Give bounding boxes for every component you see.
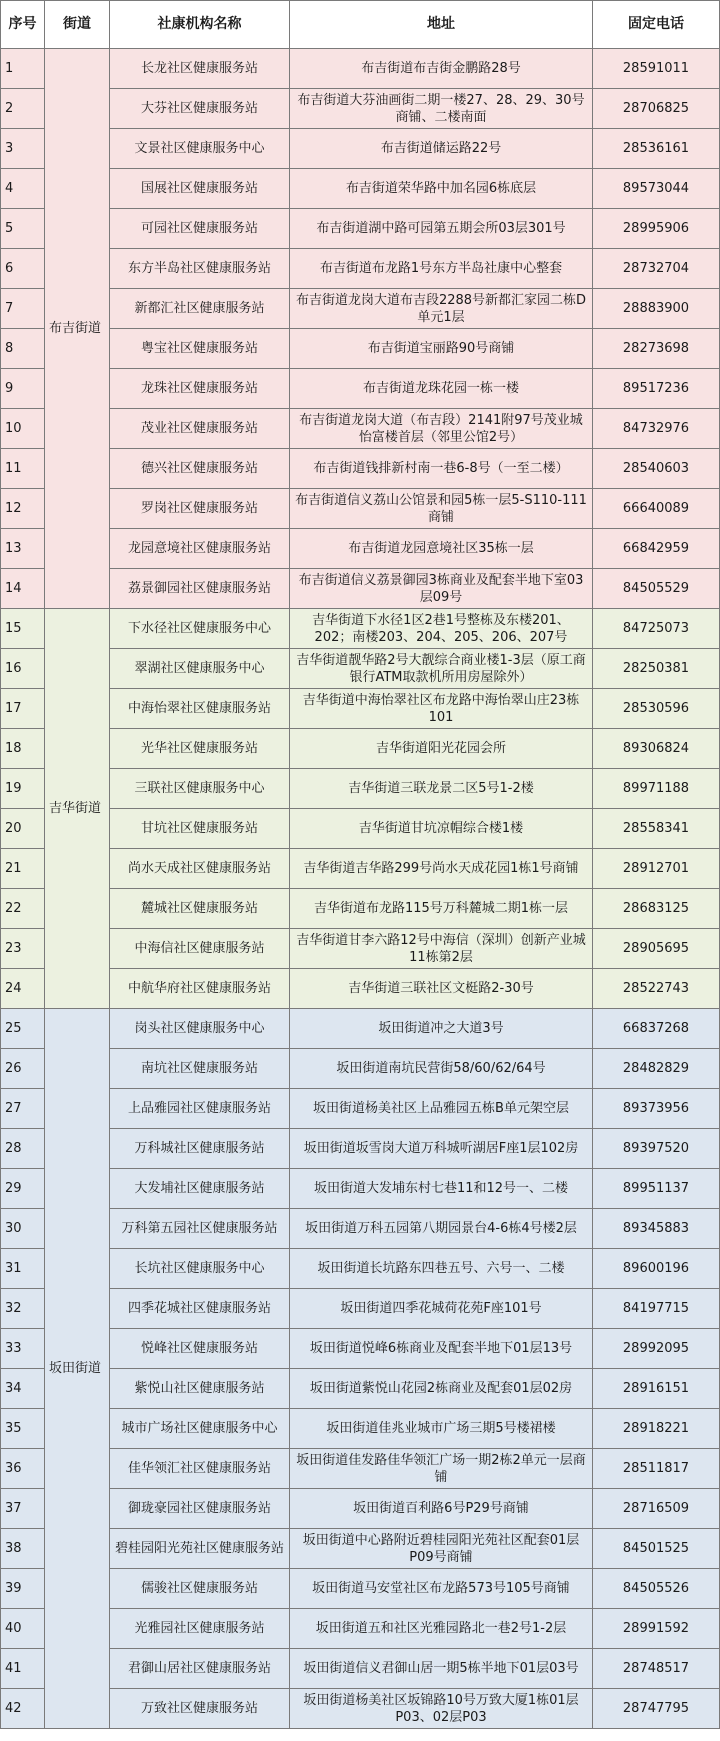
phone-cell: 28748517 xyxy=(593,1649,720,1689)
row-seq: 14 xyxy=(1,569,45,609)
row-seq: 26 xyxy=(1,1049,45,1089)
phone-cell: 89971188 xyxy=(593,769,720,809)
row-seq: 16 xyxy=(1,649,45,689)
address-cell: 坂田街道信义君御山居一期5栋半地下01层03号 xyxy=(290,1649,593,1689)
institution-name: 中航华府社区健康服务站 xyxy=(110,969,290,1009)
address-cell: 布吉街道大芬油画街二期一楼27、28、29、30号商铺、二楼南面 xyxy=(290,89,593,129)
address-cell: 吉华街道下水径1区2巷1号整栋及东楼201、202；南楼203、204、205、206、207号 xyxy=(290,609,593,649)
institution-name: 城市广场社区健康服务中心 xyxy=(110,1409,290,1449)
address-cell: 布吉街道钱排新村南一巷6-8号（一至二楼） xyxy=(290,449,593,489)
header-street: 街道 xyxy=(45,1,110,49)
row-seq: 4 xyxy=(1,169,45,209)
row-seq: 17 xyxy=(1,689,45,729)
institution-name: 大发埔社区健康服务站 xyxy=(110,1169,290,1209)
row-seq: 32 xyxy=(1,1289,45,1329)
address-cell: 坂田街道杨美社区上品雅园五栋B单元架空层 xyxy=(290,1089,593,1129)
row-seq: 3 xyxy=(1,129,45,169)
address-cell: 布吉街道布吉街金鹏路28号 xyxy=(290,49,593,89)
row-seq: 42 xyxy=(1,1689,45,1729)
row-seq: 11 xyxy=(1,449,45,489)
row-seq: 6 xyxy=(1,249,45,289)
row-seq: 40 xyxy=(1,1609,45,1649)
institution-name: 新都汇社区健康服务站 xyxy=(110,289,290,329)
row-seq: 38 xyxy=(1,1529,45,1569)
row-seq: 24 xyxy=(1,969,45,1009)
phone-cell: 89517236 xyxy=(593,369,720,409)
phone-cell: 84197715 xyxy=(593,1289,720,1329)
phone-cell: 89373956 xyxy=(593,1089,720,1129)
address-cell: 吉华街道中海怡翠社区布龙路中海怡翠山庄23栋101 xyxy=(290,689,593,729)
institution-name: 德兴社区健康服务站 xyxy=(110,449,290,489)
address-cell: 布吉街道宝丽路90号商铺 xyxy=(290,329,593,369)
row-seq: 28 xyxy=(1,1129,45,1169)
header-phone: 固定电话 xyxy=(593,1,720,49)
phone-cell: 28530596 xyxy=(593,689,720,729)
street-cell: 布吉街道 xyxy=(45,49,110,609)
phone-cell: 28905695 xyxy=(593,929,720,969)
phone-cell: 89345883 xyxy=(593,1209,720,1249)
phone-cell: 84501525 xyxy=(593,1529,720,1569)
table-row xyxy=(1,1009,720,1049)
row-seq: 29 xyxy=(1,1169,45,1209)
phone-cell: 89306824 xyxy=(593,729,720,769)
row-seq: 15 xyxy=(1,609,45,649)
row-seq: 36 xyxy=(1,1449,45,1489)
address-cell: 坂田街道马安堂社区布龙路573号105号商铺 xyxy=(290,1569,593,1609)
phone-cell: 28482829 xyxy=(593,1049,720,1089)
row-seq: 18 xyxy=(1,729,45,769)
institution-name: 悦峰社区健康服务站 xyxy=(110,1329,290,1369)
address-cell: 坂田街道佳兆业城市广场三期5号楼裙楼 xyxy=(290,1409,593,1449)
phone-cell: 66837268 xyxy=(593,1009,720,1049)
address-cell: 布吉街道龙园意境社区35栋一层 xyxy=(290,529,593,569)
address-cell: 吉华街道三联龙景二区5号1-2楼 xyxy=(290,769,593,809)
address-cell: 布吉街道湖中路可园第五期会所03层301号 xyxy=(290,209,593,249)
address-cell: 布吉街道龙岗大道（布吉段）2141附97号茂业城怡富楼首层（邻里公馆2号） xyxy=(290,409,593,449)
header-row xyxy=(1,1,720,49)
institution-name: 佳华领汇社区健康服务站 xyxy=(110,1449,290,1489)
phone-cell: 28591011 xyxy=(593,49,720,89)
row-seq: 25 xyxy=(1,1009,45,1049)
row-seq: 34 xyxy=(1,1369,45,1409)
institution-name: 大芬社区健康服务站 xyxy=(110,89,290,129)
address-cell: 坂田街道佳发路佳华领汇广场一期2栋2单元一层商铺 xyxy=(290,1449,593,1489)
institution-name: 尚水天成社区健康服务站 xyxy=(110,849,290,889)
row-seq: 22 xyxy=(1,889,45,929)
institution-name: 岗头社区健康服务中心 xyxy=(110,1009,290,1049)
institution-name: 上品雅园社区健康服务站 xyxy=(110,1089,290,1129)
address-cell: 吉华街道甘李六路12号中海信（深圳）创新产业城11栋第2层 xyxy=(290,929,593,969)
address-cell: 吉华街道三联社区文梃路2-30号 xyxy=(290,969,593,1009)
row-seq: 13 xyxy=(1,529,45,569)
phone-cell: 28912701 xyxy=(593,849,720,889)
institution-name: 光华社区健康服务站 xyxy=(110,729,290,769)
institution-name: 荔景御园社区健康服务站 xyxy=(110,569,290,609)
institution-name: 光雅园社区健康服务站 xyxy=(110,1609,290,1649)
phone-cell: 28991592 xyxy=(593,1609,720,1649)
row-seq: 35 xyxy=(1,1409,45,1449)
institution-name: 可园社区健康服务站 xyxy=(110,209,290,249)
street-cell: 吉华街道 xyxy=(45,609,110,1009)
row-seq: 39 xyxy=(1,1569,45,1609)
institution-name: 麓城社区健康服务站 xyxy=(110,889,290,929)
institution-name: 中海信社区健康服务站 xyxy=(110,929,290,969)
phone-cell: 28558341 xyxy=(593,809,720,849)
phone-cell: 28883900 xyxy=(593,289,720,329)
phone-cell: 28916151 xyxy=(593,1369,720,1409)
row-seq: 2 xyxy=(1,89,45,129)
street-cell: 坂田街道 xyxy=(45,1009,110,1729)
row-seq: 37 xyxy=(1,1489,45,1529)
phone-cell: 28536161 xyxy=(593,129,720,169)
institution-name: 南坑社区健康服务站 xyxy=(110,1049,290,1089)
institution-name: 罗岗社区健康服务站 xyxy=(110,489,290,529)
address-cell: 布吉街道荣华路中加名园6栋底层 xyxy=(290,169,593,209)
institution-name: 三联社区健康服务中心 xyxy=(110,769,290,809)
institution-name: 长龙社区健康服务站 xyxy=(110,49,290,89)
institution-name: 四季花城社区健康服务站 xyxy=(110,1289,290,1329)
phone-cell: 28683125 xyxy=(593,889,720,929)
row-seq: 33 xyxy=(1,1329,45,1369)
institution-name: 紫悦山社区健康服务站 xyxy=(110,1369,290,1409)
phone-cell: 28511817 xyxy=(593,1449,720,1489)
institution-name: 儒骏社区健康服务站 xyxy=(110,1569,290,1609)
phone-cell: 66842959 xyxy=(593,529,720,569)
institution-name: 龙园意境社区健康服务站 xyxy=(110,529,290,569)
institution-name: 御珑豪园社区健康服务站 xyxy=(110,1489,290,1529)
institution-name: 碧桂园阳光苑社区健康服务站 xyxy=(110,1529,290,1569)
row-seq: 23 xyxy=(1,929,45,969)
phone-cell: 28716509 xyxy=(593,1489,720,1529)
row-seq: 21 xyxy=(1,849,45,889)
address-cell: 布吉街道信义荔景御园3栋商业及配套半地下室03层09号 xyxy=(290,569,593,609)
address-cell: 坂田街道百利路6号P29号商铺 xyxy=(290,1489,593,1529)
row-seq: 31 xyxy=(1,1249,45,1289)
phone-cell: 84725073 xyxy=(593,609,720,649)
row-seq: 8 xyxy=(1,329,45,369)
row-seq: 12 xyxy=(1,489,45,529)
row-seq: 5 xyxy=(1,209,45,249)
address-cell: 坂田街道冲之大道3号 xyxy=(290,1009,593,1049)
row-seq: 1 xyxy=(1,49,45,89)
address-cell: 布吉街道龙珠花园一栋一楼 xyxy=(290,369,593,409)
address-cell: 布吉街道龙岗大道布吉段2288号新都汇家园二栋D单元1层 xyxy=(290,289,593,329)
phone-cell: 28732704 xyxy=(593,249,720,289)
row-seq: 27 xyxy=(1,1089,45,1129)
address-cell: 坂田街道杨美社区坂锦路10号万致大厦1栋01层P03、02层P03 xyxy=(290,1689,593,1729)
institution-name: 文景社区健康服务中心 xyxy=(110,129,290,169)
phone-cell: 84505529 xyxy=(593,569,720,609)
address-cell: 坂田街道悦峰6栋商业及配套半地下01层13号 xyxy=(290,1329,593,1369)
row-seq: 41 xyxy=(1,1649,45,1689)
address-cell: 布吉街道布龙路1号东方半岛社康中心整套 xyxy=(290,249,593,289)
row-seq: 19 xyxy=(1,769,45,809)
phone-cell: 28918221 xyxy=(593,1409,720,1449)
table-row xyxy=(1,609,720,649)
phone-cell: 28540603 xyxy=(593,449,720,489)
address-cell: 坂田街道坂雪岗大道万科城听湖居F座1层102房 xyxy=(290,1129,593,1169)
address-cell: 坂田街道长坑路东四巷五号、六号一、二楼 xyxy=(290,1249,593,1289)
phone-cell: 28706825 xyxy=(593,89,720,129)
address-cell: 坂田街道万科五园第八期园景台4-6栋4号楼2层 xyxy=(290,1209,593,1249)
address-cell: 吉华街道吉华路299号尚水天成花园1栋1号商铺 xyxy=(290,849,593,889)
phone-cell: 89600196 xyxy=(593,1249,720,1289)
institution-name: 君御山居社区健康服务站 xyxy=(110,1649,290,1689)
address-cell: 布吉街道储运路22号 xyxy=(290,129,593,169)
phone-cell: 84732976 xyxy=(593,409,720,449)
row-seq: 10 xyxy=(1,409,45,449)
institution-name: 粤宝社区健康服务站 xyxy=(110,329,290,369)
institution-name: 万科第五园社区健康服务站 xyxy=(110,1209,290,1249)
phone-cell: 66640089 xyxy=(593,489,720,529)
phone-cell: 28522743 xyxy=(593,969,720,1009)
row-seq: 20 xyxy=(1,809,45,849)
phone-cell: 84505526 xyxy=(593,1569,720,1609)
address-cell: 吉华街道甘坑凉帽综合楼1楼 xyxy=(290,809,593,849)
institution-name: 中海怡翠社区健康服务站 xyxy=(110,689,290,729)
institution-name: 龙珠社区健康服务站 xyxy=(110,369,290,409)
phone-cell: 28995906 xyxy=(593,209,720,249)
address-cell: 吉华街道布龙路115号万科麓城二期1栋一层 xyxy=(290,889,593,929)
phone-cell: 28992095 xyxy=(593,1329,720,1369)
institution-name: 东方半岛社区健康服务站 xyxy=(110,249,290,289)
header-institution-name: 社康机构名称 xyxy=(110,1,290,49)
phone-cell: 28250381 xyxy=(593,649,720,689)
address-cell: 坂田街道南坑民营街58/60/62/64号 xyxy=(290,1049,593,1089)
institution-name: 国展社区健康服务站 xyxy=(110,169,290,209)
phone-cell: 28273698 xyxy=(593,329,720,369)
row-seq: 9 xyxy=(1,369,45,409)
address-cell: 坂田街道紫悦山花园2栋商业及配套01层02房 xyxy=(290,1369,593,1409)
address-cell: 坂田街道大发埔东村七巷11和12号一、二楼 xyxy=(290,1169,593,1209)
row-seq: 7 xyxy=(1,289,45,329)
phone-cell: 89573044 xyxy=(593,169,720,209)
header-address: 地址 xyxy=(290,1,593,49)
row-seq: 30 xyxy=(1,1209,45,1249)
institution-name: 万致社区健康服务站 xyxy=(110,1689,290,1729)
institution-name: 翠湖社区健康服务中心 xyxy=(110,649,290,689)
phone-cell: 28747795 xyxy=(593,1689,720,1729)
institution-name: 长坑社区健康服务中心 xyxy=(110,1249,290,1289)
institution-name: 下水径社区健康服务中心 xyxy=(110,609,290,649)
phone-cell: 89951137 xyxy=(593,1169,720,1209)
address-cell: 坂田街道中心路附近碧桂园阳光苑社区配套01层P09号商铺 xyxy=(290,1529,593,1569)
table-row xyxy=(1,49,720,89)
address-cell: 坂田街道四季花城荷花苑F座101号 xyxy=(290,1289,593,1329)
address-cell: 坂田街道五和社区光雅园路北一巷2号1-2层 xyxy=(290,1609,593,1649)
address-cell: 吉华街道靓华路2号大靓综合商业楼1-3层（原工商银行ATM取款机所用房屋除外） xyxy=(290,649,593,689)
institution-name: 茂业社区健康服务站 xyxy=(110,409,290,449)
table-body xyxy=(1,49,720,1729)
phone-cell: 89397520 xyxy=(593,1129,720,1169)
header-seq: 序号 xyxy=(1,1,45,49)
institution-name: 甘坑社区健康服务站 xyxy=(110,809,290,849)
institution-name: 万科城社区健康服务站 xyxy=(110,1129,290,1169)
address-cell: 吉华街道阳光花园会所 xyxy=(290,729,593,769)
address-cell: 布吉街道信义荔山公馆景和园5栋一层5-S110-111商铺 xyxy=(290,489,593,529)
